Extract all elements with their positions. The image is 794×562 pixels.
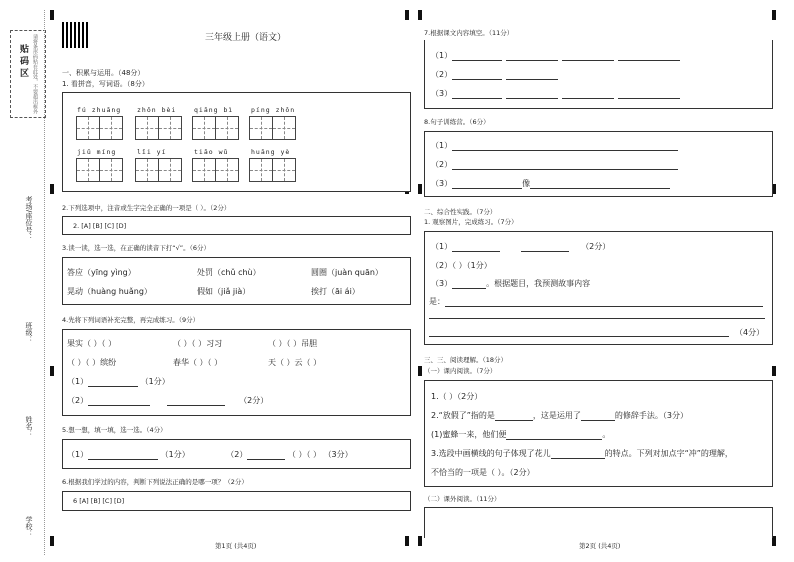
q8-line-2: [431, 159, 678, 170]
r4-text-a: 3.选段中画横线的句子体现了花儿: [431, 449, 551, 458]
pinyin-6: lǐi yí: [137, 148, 167, 156]
page-1-footer: 第1页 (共4页): [215, 542, 257, 550]
question-4-box: [62, 329, 411, 416]
q3-item[interactable]: 答应（yīng yìng）: [67, 268, 136, 277]
question-6-text: 6.根据我们学过的内容，判断下列说法正确的是哪一项？（2分）: [62, 478, 248, 486]
s2-line-2[interactable]: （2）（ ）（1分）: [431, 261, 492, 270]
q3-item[interactable]: 假如（jiǎ jià）: [197, 287, 251, 296]
corner-mark: [418, 366, 422, 376]
q5-score-1: （1分）: [160, 450, 190, 459]
char-box[interactable]: [249, 158, 273, 182]
r2-text-c: 的修辞手法。（3分）: [614, 411, 689, 420]
s2-line-3-label: （3）: [431, 279, 453, 288]
r3-text-a: (1)蜜蜂一来，他们便: [431, 430, 507, 439]
page-title: 三年级上册（语文）: [205, 33, 287, 43]
q8-line-1-label: （1）: [431, 141, 453, 150]
name-label: 姓名：: [25, 416, 33, 437]
page-2-footer: 第2页 (共4页): [579, 542, 621, 550]
char-box[interactable]: [99, 158, 123, 182]
q7-line-2-label: （2）: [431, 70, 453, 79]
answer-blank[interactable]: [445, 297, 763, 307]
q4-word[interactable]: 果实（ ）（ ）: [67, 339, 117, 348]
answer-blank[interactable]: [452, 89, 502, 99]
question-8-box: [424, 131, 773, 197]
question-5-box: [62, 439, 411, 469]
q4-line-2-label: （2）: [67, 396, 89, 405]
answer-blank[interactable]: [562, 51, 614, 61]
r1-line[interactable]: 1.（ ）（2分）: [431, 392, 483, 401]
qr-code-image: [62, 22, 88, 48]
corner-mark: [418, 184, 422, 194]
answer-blank[interactable]: [452, 179, 522, 189]
q3-item[interactable]: 处罚（chǔ chù）: [197, 268, 261, 277]
q4-line-1-score: （1分）: [140, 377, 170, 386]
q8-line-2-label: （2）: [431, 160, 453, 169]
question-1-text: 1. 看拼音，写词语。（8分）: [62, 80, 149, 88]
q8-line-1: [431, 140, 678, 151]
s2-line-4: [429, 296, 763, 307]
answer-blank[interactable]: [618, 89, 680, 99]
question-5-text: 5.想一想，填一填，选一选。（4分）: [62, 426, 167, 434]
answer-blank[interactable]: [581, 411, 615, 421]
q7-line-1: [431, 50, 680, 61]
corner-mark: [50, 536, 54, 546]
q5-label-2: （2）: [226, 450, 248, 459]
q4-line-2-score: （2分）: [239, 396, 269, 405]
answer-blank[interactable]: [521, 242, 569, 252]
answer-line[interactable]: [429, 336, 729, 337]
answer-blank[interactable]: [452, 279, 486, 289]
answer-blank[interactable]: [88, 396, 150, 406]
corner-mark: [418, 536, 422, 546]
answer-blank[interactable]: [452, 242, 500, 252]
question-2-box: [62, 216, 411, 235]
class-label: 班级：: [25, 322, 33, 343]
s2-line-1-label: （1）: [431, 242, 453, 251]
r3-line: [431, 429, 610, 440]
section-2-box: [424, 231, 773, 345]
sticker-note: 请将条形码贴在此处，不要超出框外: [32, 34, 38, 114]
answer-blank[interactable]: [167, 396, 225, 406]
s2-score: （4分）: [735, 328, 765, 337]
q4-line-1: [67, 376, 170, 387]
answer-bubbles[interactable]: 6 [A] [B] [C] [D]: [73, 497, 125, 505]
extracurricular-box: [424, 507, 773, 538]
corner-mark: [772, 10, 776, 20]
section-3a-heading: （一）课内阅读。（7分）: [424, 367, 497, 375]
char-box[interactable]: [99, 116, 123, 140]
s2-line-3-text: 。根据题目，我预测故事内容: [486, 279, 591, 288]
pinyin-7: tiāo wǔ: [194, 148, 229, 156]
char-box[interactable]: [158, 158, 182, 182]
answer-blank[interactable]: [495, 411, 533, 421]
answer-bubbles[interactable]: 2. [A] [B] [C] [D]: [73, 222, 127, 230]
corner-mark: [418, 10, 422, 20]
q8-line-3: [431, 178, 670, 189]
char-box[interactable]: [192, 116, 216, 140]
answer-blank[interactable]: [506, 430, 602, 440]
answer-blank[interactable]: [452, 160, 678, 170]
question-1-box: [62, 92, 411, 192]
q3-item[interactable]: 圆圈（juàn quān）: [311, 268, 383, 277]
char-box[interactable]: [76, 116, 100, 140]
school-label: 学校：: [25, 516, 33, 537]
q4-word[interactable]: 春华（ ）（ ）: [173, 358, 223, 367]
reading-box: [424, 380, 773, 487]
q8-line-3-label: （3）: [431, 179, 453, 188]
answer-blank[interactable]: [452, 70, 502, 80]
q8-xiang: 像: [522, 179, 531, 188]
question-3-text: 3.读一读，选一选，在正确的读音下打“√”。（6分）: [62, 244, 210, 252]
answer-blank[interactable]: [530, 179, 670, 189]
binding-strip: [10, 30, 46, 560]
exam-id-label: 考场/座位号：: [25, 196, 33, 241]
answer-blank[interactable]: [506, 51, 558, 61]
answer-blank[interactable]: [452, 51, 502, 61]
q7-line-1-label: （1）: [431, 51, 453, 60]
corner-mark: [405, 536, 409, 546]
char-box[interactable]: [249, 116, 273, 140]
s2-line-1: [431, 241, 610, 252]
r2-line: [431, 410, 688, 421]
char-box[interactable]: [272, 116, 296, 140]
pinyin-1: fú zhuāng: [77, 106, 122, 114]
question-7-box: [424, 40, 773, 109]
section-3-heading: 三、三、阅读理解。（18分）: [424, 356, 508, 364]
s2-line-3: [431, 278, 590, 289]
q5-label-1: （1）: [67, 450, 89, 459]
section-1-heading: 一、积累与运用。（48分）: [62, 69, 145, 77]
q4-word[interactable]: （ ）（ ）缤纷: [67, 358, 117, 367]
answer-blank[interactable]: [562, 89, 614, 99]
answer-blank[interactable]: [618, 51, 680, 61]
q5-score-2: （3分）: [323, 450, 353, 459]
char-box[interactable]: [192, 158, 216, 182]
answer-blank[interactable]: [506, 89, 558, 99]
q5-parens[interactable]: （ ）（ ）: [287, 450, 322, 459]
q7-line-2: [431, 69, 558, 80]
corner-mark: [50, 366, 54, 376]
corner-mark: [50, 10, 54, 20]
r2-text-a: 2.“放假了”指的是: [431, 411, 495, 420]
r2-text-b: ，这是运用了: [532, 411, 581, 420]
corner-mark: [772, 366, 776, 376]
char-box[interactable]: [215, 158, 239, 182]
q5-line: [67, 449, 353, 460]
corner-mark: [50, 184, 54, 194]
char-box[interactable]: [158, 116, 182, 140]
q3-item[interactable]: 挨打（āi ái）: [311, 287, 360, 296]
r4-line: [431, 448, 733, 459]
s2-line-1-score: （2分）: [581, 242, 611, 251]
char-box[interactable]: [135, 158, 159, 182]
q4-word[interactable]: 天（ ）云（ ）: [268, 358, 322, 367]
q7-line-3: [431, 88, 680, 99]
r4-text-b: 的特点。下列对加点字“冲”的理解，: [604, 449, 733, 458]
pinyin-2: zhǒn bèi: [137, 106, 177, 114]
answer-blank[interactable]: [551, 449, 605, 459]
question-8-text: 8.句子训练营。（6分）: [424, 118, 490, 126]
cut-line: [44, 10, 45, 555]
pinyin-8: huāng yè: [251, 148, 291, 156]
pinyin-5: jiǔ míng: [77, 148, 117, 156]
answer-blank[interactable]: [88, 377, 138, 387]
char-box[interactable]: [135, 116, 159, 140]
q4-line-1-label: （1）: [67, 377, 89, 386]
answer-blank[interactable]: [88, 450, 158, 460]
sticker-label: 贴 码 区: [18, 44, 28, 78]
question-2-text: 2.下列选项中，注音或生字完全正确的一项是（ ）。（2分）: [62, 204, 231, 212]
question-3-box: [62, 257, 411, 305]
r3-text-b: 。: [602, 430, 611, 439]
section-3b-heading: （二）课外阅读。（11分）: [424, 495, 501, 503]
answer-blank[interactable]: [506, 70, 558, 80]
char-box[interactable]: [272, 158, 296, 182]
r5-line[interactable]: 不恰当的一项是（ ）。（2分）: [431, 468, 535, 477]
q4-word[interactable]: （ ）（ ）吊胆: [268, 339, 318, 348]
section-2-heading: 二、综合性实践。（7分）: [424, 208, 497, 216]
pinyin-3: qiāng bì: [194, 106, 234, 114]
q4-word[interactable]: （ ）（ ）习习: [173, 339, 223, 348]
s2-line-4-label: 是：: [429, 297, 445, 306]
q3-item[interactable]: 晃动（huàng huǎng）: [67, 287, 152, 296]
corner-mark: [405, 10, 409, 20]
q4-line-2: [67, 395, 268, 406]
answer-line[interactable]: [429, 318, 765, 319]
char-box[interactable]: [215, 116, 239, 140]
section-2-q1: 1. 观察图片，完成练习。（7分）: [424, 218, 518, 226]
char-box[interactable]: [76, 158, 100, 182]
pinyin-4: píng zhǒn: [251, 106, 296, 114]
q7-line-3-label: （3）: [431, 89, 453, 98]
answer-blank[interactable]: [247, 450, 285, 460]
question-7-text: 7.根据课文内容填空。（11分）: [424, 29, 514, 37]
question-6-box: [62, 491, 411, 511]
answer-blank[interactable]: [452, 141, 678, 151]
question-4-text: 4.先将下列词语补充完整，再完成练习。（9分）: [62, 316, 200, 324]
